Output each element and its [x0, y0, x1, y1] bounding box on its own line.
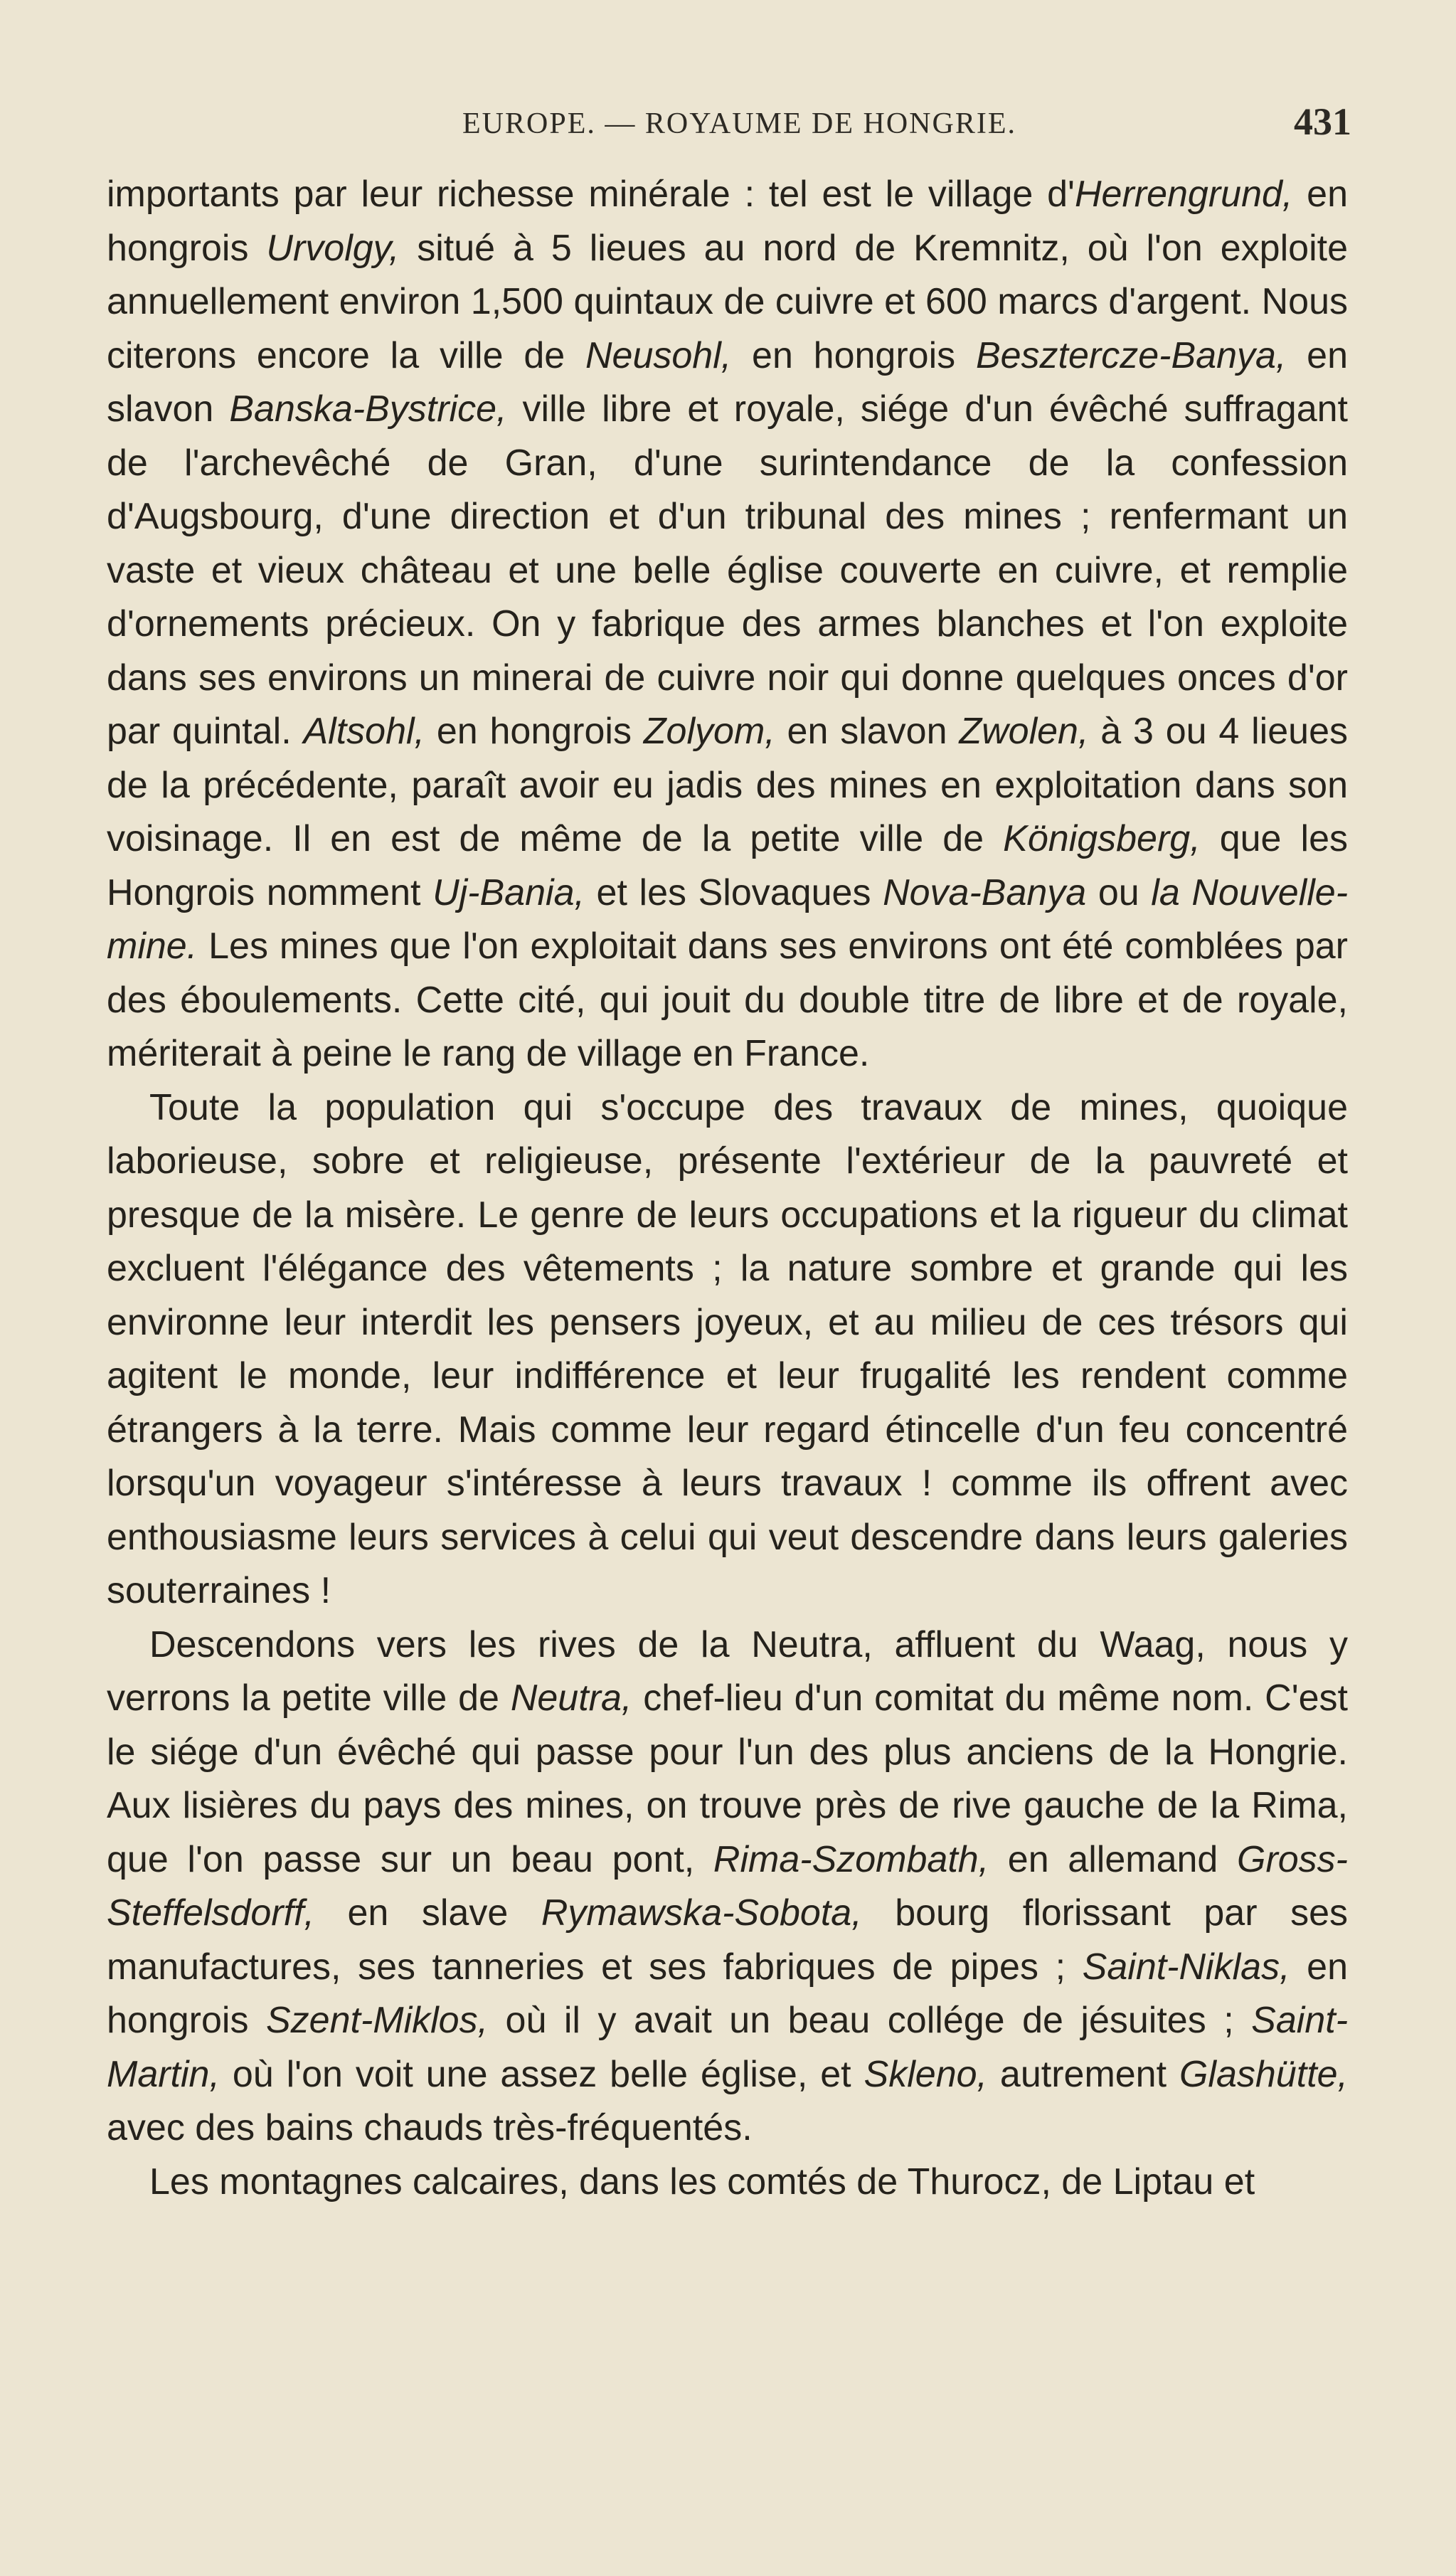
text-run: et les Slovaques: [584, 871, 883, 913]
italic-place-name: Neutra,: [510, 1677, 632, 1719]
italic-place-name: la Nouvelle-mine.: [107, 871, 1349, 967]
text-run: bourg florissant par ses manufactures, ses tanneries et ses fabriques de pipes ;: [107, 1892, 1349, 1988]
italic-place-name: Rymawska-Sobota,: [541, 1892, 862, 1934]
text-run: en hongrois: [107, 1946, 1348, 2041]
italic-place-name: Banska-Bystrice,: [229, 388, 507, 430]
italic-place-name: Neusohl,: [585, 334, 732, 376]
running-title: EUROPE. — ROYAUME DE HONGRIE.: [462, 107, 1016, 140]
text-run: en hongrois: [425, 711, 644, 752]
italic-place-name: Saint-Martin,: [107, 2000, 1349, 2095]
text-run: en hongrois: [731, 334, 976, 376]
italic-place-name: Rima-Szombath,: [713, 1838, 989, 1880]
text-run: en slave: [314, 1892, 541, 1934]
running-head: [128, 100, 1351, 149]
text-run: en slavon: [775, 711, 960, 752]
paragraph: [107, 168, 1348, 1081]
text-run: avec des bains chauds très-fréquentés.: [107, 2107, 753, 2148]
text-run: Toute la population qui s'occupe des travaux de mines, quoique laborieuse, sobre et religieuse, présente l'extérieur de la pauvreté et presque de la misère. Le genre de leurs occupations et la rigueur du climat excluent l'élégance des vêtements ; la nature sombre et grande qui les environne leur interdit les pensers joyeux, et au milieu de ces trésors qui agitent le monde, leur indifférence et leur frugalité les rendent comme étrangers à la terre. Mais comme leur regard étincelle d'un feu concentré lorsqu'un voyageur s'intéresse à leurs travaux ! comme ils offrent avec enthousiasme leurs services à celui qui veut descendre dans leurs galeries souterraines !: [107, 1086, 1348, 1611]
text-run: autrement: [987, 2053, 1179, 2095]
italic-place-name: Zolyom,: [643, 711, 775, 752]
text-run: en hongrois: [107, 174, 1348, 269]
italic-place-name: Nova-Banya: [883, 871, 1087, 913]
page-number: 431: [1294, 100, 1351, 143]
text-run: ou: [1086, 871, 1152, 913]
text-run: situé à 5 lieues au nord de Kremnitz, où l'on exploite annuellement environ 1,500 quintaux de cuivre et 600 marcs d'argent. Nous citerons encore la ville de: [107, 227, 1348, 376]
text-run: à 3 ou 4 lieues de la précédente, paraît avoir eu jadis des mines en exploitation dans son voisinage. Il en est de même de la petite ville de: [107, 711, 1348, 859]
italic-place-name: Uj-Bania,: [432, 871, 585, 913]
text-run: importants par leur richesse minérale : tel est le village d': [107, 174, 1075, 215]
text-run: chef-lieu d'un comitat du même nom. C'est le siége d'un évêché qui passe pour l'un des plus anciens de la Hongrie. Aux lisières du pays des mines, on trouve près de rive gauche de la Rima, que l'on passe sur un beau pont,: [107, 1677, 1348, 1880]
italic-place-name: Herrengrund,: [1074, 174, 1293, 215]
body-text: [107, 168, 1348, 2209]
paragraph: [107, 1081, 1348, 1618]
text-run: que les Hongrois nomment: [107, 818, 1348, 913]
text-run: Descendons vers les rives de la Neutra, affluent du Waag, nous y verrons la petite ville de: [107, 1623, 1348, 1719]
italic-place-name: Glashütte,: [1179, 2053, 1349, 2095]
italic-place-name: Zwolen,: [959, 711, 1089, 752]
italic-place-name: Altsohl,: [303, 711, 425, 752]
italic-place-name: Saint-Niklas,: [1082, 1946, 1290, 1988]
text-run: en allemand: [989, 1838, 1237, 1880]
text-run: où il y avait un beau collége de jésuites ;: [488, 2000, 1252, 2041]
text-run: ville libre et royale, siége d'un évêché suffragant de l'archevêché de Gran, d'une surintendance de la confession d'Augsbourg, d'une direction et d'un tribunal des mines ; renfermant un vaste et vieux château et une belle église couverte en cuivre, et remplie d'ornements précieux. On y fabrique des armes blanches et l'on exploite dans ses environs un minerai de cuivre noir qui donne quelques onces d'or par quintal.: [107, 388, 1348, 752]
text-run: en slavon: [107, 334, 1349, 430]
italic-place-name: Königsberg,: [1003, 818, 1201, 859]
italic-place-name: Gross-Steffelsdorff,: [107, 1838, 1348, 1934]
text-run: Les montagnes calcaires, dans les comtés de Thurocz, de Liptau et: [149, 2161, 1255, 2203]
italic-place-name: Skleno,: [863, 2053, 987, 2095]
text-run: où l'on voit une assez belle église, et: [219, 2053, 864, 2095]
italic-place-name: Szent-Miklos,: [265, 2000, 489, 2041]
italic-place-name: Besztercze-Banya,: [975, 334, 1287, 376]
paragraph: [107, 2156, 1348, 2210]
text-run: Les mines que l'on exploitait dans ses environs ont été comblées par des éboulements. Cette cité, qui jouit du double titre de libre et de royale, mériterait à peine le rang de village en France.: [107, 926, 1348, 1074]
paragraph: [107, 1618, 1348, 2156]
italic-place-name: Urvolgy,: [266, 227, 400, 269]
